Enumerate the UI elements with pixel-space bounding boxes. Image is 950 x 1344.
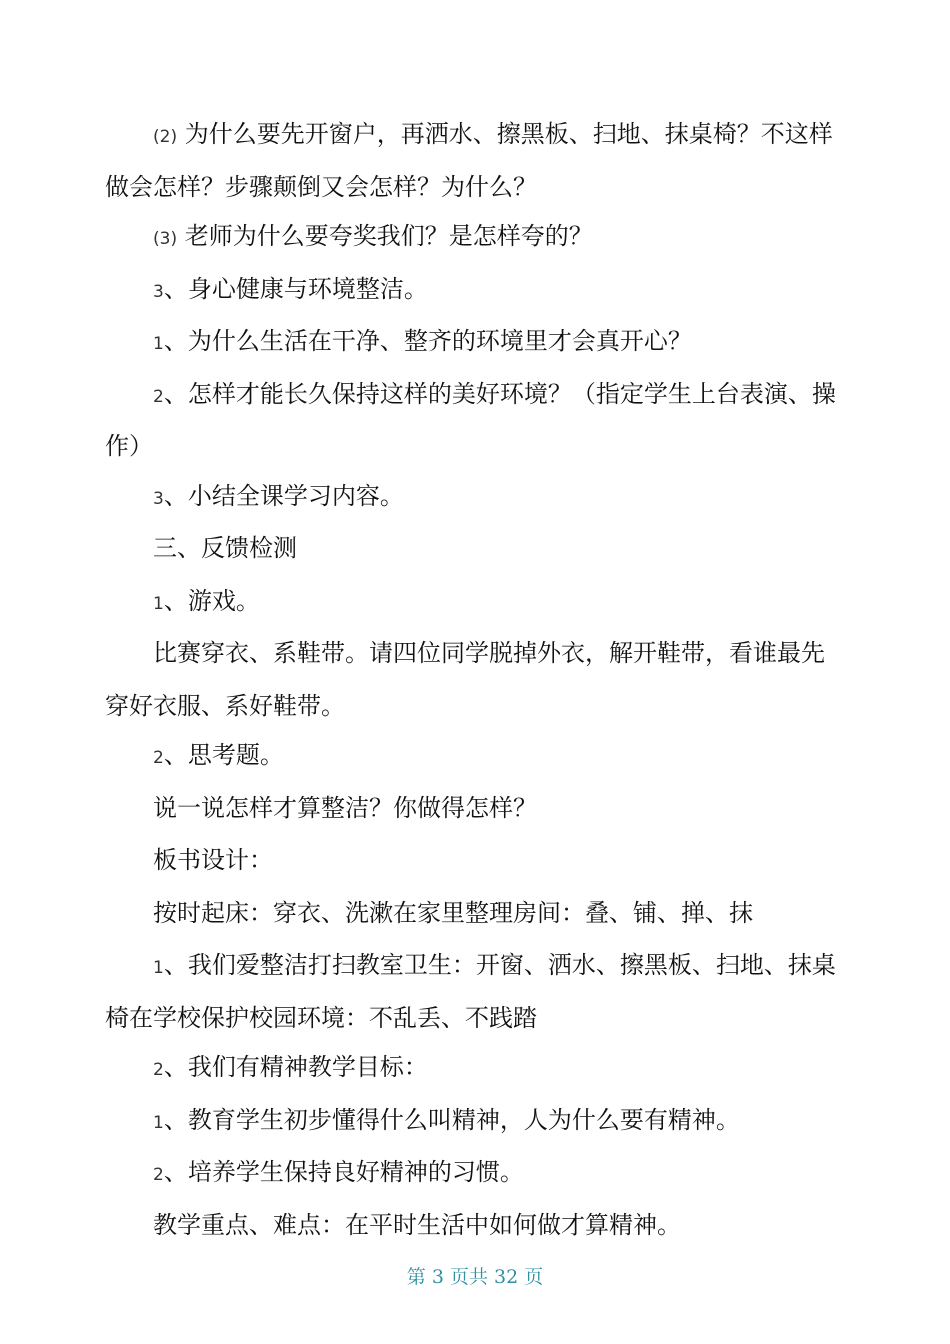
paragraph-health	[105, 265, 840, 318]
paragraph-keep-environment	[105, 370, 840, 472]
paragraph-text: 板书设计：	[153, 846, 273, 874]
paragraph-number: 1	[153, 958, 164, 978]
paragraph-number: 1	[153, 593, 164, 614]
paragraph-text: 、小结全课学习内容。	[163, 481, 404, 510]
paragraph-text: 比赛穿衣、系鞋带。请四位同学脱掉外衣，解开鞋带，看谁最先穿好衣服、系好鞋带。	[105, 639, 825, 720]
paragraph-summary	[105, 472, 840, 525]
paragraph-text: 、我们爱整洁打扫教室卫生：开窗、洒水、擦黑板、扫地、抹桌椅在学校保护校园环境：不乱丢、不践踏	[105, 951, 836, 1032]
paragraph-game	[105, 577, 840, 630]
paragraph-thinking	[105, 731, 840, 784]
paragraph-text: 、身心健康与环境整洁。	[163, 274, 428, 303]
paragraph-number: 2	[153, 1060, 164, 1080]
paragraph-text: 教学重点、难点：在平时生活中如何做才算精神。	[153, 1210, 681, 1239]
paragraph-number: (2)	[153, 127, 178, 147]
paragraph-text: 、怎样才能长久保持这样的美好环境？（指定学生上台表演、操作）	[105, 379, 836, 460]
paragraph-text: 三、反馈检测	[153, 534, 297, 562]
paragraph-number: 2	[153, 386, 164, 407]
paragraph-number: 3	[153, 281, 164, 302]
paragraph-spirit-goals	[105, 1043, 840, 1096]
paragraph-text: 为什么要先开窗户，再洒水、擦黑板、扫地、抹桌椅？不这样做会怎样？步骤颠倒又会怎样？为什么？	[105, 120, 833, 201]
paragraph-text: 老师为什么要夸奖我们？是怎样夸的？	[177, 222, 593, 250]
paragraph-text: 、游戏。	[163, 586, 260, 615]
paragraph-text: 、为什么生活在干净、整齐的环境里才会真开心？	[163, 327, 692, 355]
paragraph-number: (3)	[153, 229, 178, 249]
section-heading-feedback	[105, 524, 840, 577]
paragraph-text: 、培养学生保持良好精神的习惯。	[163, 1158, 524, 1186]
paragraph-why-happy	[105, 317, 840, 370]
paragraph-number: 1	[153, 334, 164, 354]
paragraph-game-desc	[105, 629, 840, 731]
paragraph-number: 3	[153, 488, 164, 509]
paragraph-number: 2	[153, 1165, 164, 1185]
paragraph-text: 、思考题。	[163, 741, 284, 769]
paragraph-q2	[105, 110, 840, 212]
paragraph-text: 、教育学生初步懂得什么叫精神，人为什么要有精神。	[163, 1105, 740, 1134]
paragraph-board-line2	[105, 941, 840, 1043]
paragraph-goal-2	[105, 1148, 840, 1201]
paragraph-q3	[105, 212, 840, 265]
paragraph-number: 1	[153, 1112, 164, 1133]
document-body	[105, 110, 840, 1253]
paragraph-text: 按时起床：穿衣、洗漱在家里整理房间：叠、铺、掸、抹	[153, 898, 753, 927]
paragraph-text: 说一说怎样才算整洁？你做得怎样？	[153, 793, 537, 822]
paragraph-board-design	[105, 836, 840, 889]
paragraph-thinking-desc	[105, 784, 840, 837]
paragraph-number: 2	[153, 748, 164, 768]
page-footer: 第 3 页共 32 页	[406, 1266, 544, 1288]
paragraph-text: 、我们有精神教学目标：	[163, 1053, 428, 1081]
paragraph-key-points	[105, 1201, 840, 1254]
paragraph-board-line1	[105, 889, 840, 942]
paragraph-goal-1	[105, 1096, 840, 1149]
